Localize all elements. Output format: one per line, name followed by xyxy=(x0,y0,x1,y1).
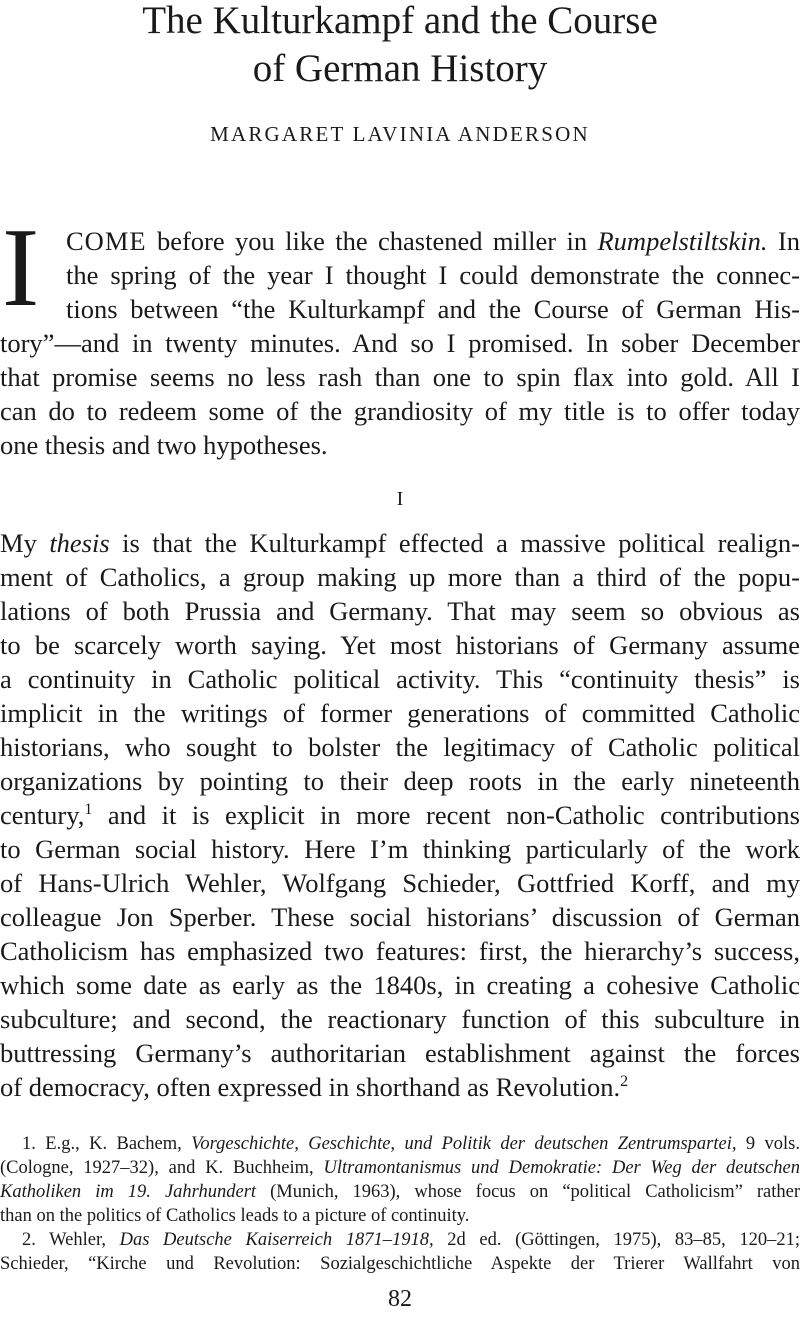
intro-line-4: tory”—and in twenty minutes. And so I promised. In sober December xyxy=(0,328,800,358)
body-line-15: subculture; and second, the reactionary function of this subculture in xyxy=(0,1004,800,1034)
rumpelstiltskin-title: Rumpelstiltskin. xyxy=(597,226,768,256)
body-line-16: buttressing Germany’s authoritarian establishment against the forces xyxy=(0,1038,800,1068)
body-line-12: colleague Jon Sperber. These social historians’ discussion of German xyxy=(0,902,800,932)
body-line-7: historians, who sought to bolster the legitimacy of Catholic political xyxy=(0,732,800,762)
body-line-2: ment of Catholics, a group making up more than a third of the popu- xyxy=(0,562,800,592)
body-line-5: a continuity in Catholic political activity. This “continuity thesis” is xyxy=(0,664,800,694)
footnote-2-line-1: 2. Wehler, Das Deutsche Kaiserreich 1871–1918, 2d ed. (Göttingen, 1975), 83–85, 120–21; xyxy=(22,1230,800,1250)
intro-first-word: COME xyxy=(66,226,147,256)
thesis-emphasis: thesis xyxy=(49,528,110,558)
body-line-4: to be scarcely worth saying. Yet most historians of Germany assume xyxy=(0,630,800,660)
body-line-14: which some date as early as the 1840s, in creating a cohesive Catholic xyxy=(0,970,800,1000)
footnote-ref-1[interactable]: 1 xyxy=(84,801,93,818)
intro-line-1: COME before you like the chastened miller in Rumpelstiltskin. In xyxy=(66,226,800,256)
intro-line-3: tions between “the Kulturkampf and the Course of German His- xyxy=(66,294,800,324)
footnote-ref-2[interactable]: 2 xyxy=(620,1073,629,1090)
article-title-line-1: The Kulturkampf and the Course xyxy=(142,0,658,42)
footnote-2-line-2: Schieder, “Kirche und Revolution: Sozialgeschichtliche Aspekte der Trierer Wallfahrt von xyxy=(0,1254,800,1274)
footnote-1-line-4: than on the politics of Catholics leads to a picture of continuity. xyxy=(0,1206,470,1226)
body-line-6: implicit in the writings of former generations of committed Catholic xyxy=(0,698,800,728)
page-number: 82 xyxy=(388,1286,412,1312)
body-line-9: century,$^1$ and it is explicit in more recent non-Catholic contributions xyxy=(0,800,800,830)
section-number: I xyxy=(396,488,404,510)
intro-line-6: can do to redeem some of the grandiosity of my title is to offer today xyxy=(0,396,800,426)
body-line-10: to German social history. Here I’m thinking particularly of the work xyxy=(0,834,800,864)
footnote-1-line-1: 1. E.g., K. Bachem, Vorgeschichte, Geschichte, und Politik der deutschen Zentrumspartei, 9 vols. xyxy=(22,1134,800,1154)
intro-line-5: that promise seems no less rash than one to spin flax into gold. All I xyxy=(0,362,800,392)
body-line-13: Catholicism has emphasized two features: first, the hierarchy’s success, xyxy=(0,936,800,966)
body-line-8: organizations by pointing to their deep roots in the early nineteenth xyxy=(0,766,800,796)
footnote-1-line-3: Katholiken im 19. Jahrhundert (Munich, 1963), whose focus on “political Catholicism” rather xyxy=(0,1182,800,1202)
drop-cap: I xyxy=(2,206,40,330)
body-line-3: lations of both Prussia and Germany. That may seem so obvious as xyxy=(0,596,800,626)
intro-line-2: the spring of the year I thought I could demonstrate the connec- xyxy=(66,260,800,290)
author-name: MARGARET LAVINIA ANDERSON xyxy=(210,122,590,146)
footnote-1-line-2: (Cologne, 1927–32), and K. Buchheim, Ultramontanismus und Demokratie: Der Weg der deutschen xyxy=(0,1158,800,1178)
body-line-1: My thesis is that the Kulturkampf effected a massive political realign- xyxy=(0,528,800,558)
intro-line-7: one thesis and two hypotheses. xyxy=(0,430,328,460)
article-title-line-2: of German History xyxy=(252,47,548,90)
body-line-11: of Hans-Ulrich Wehler, Wolfgang Schieder, Gottfried Korff, and my xyxy=(0,868,800,898)
body-line-17: of democracy, often expressed in shorthand as Revolution.$^2$ xyxy=(0,1072,629,1102)
